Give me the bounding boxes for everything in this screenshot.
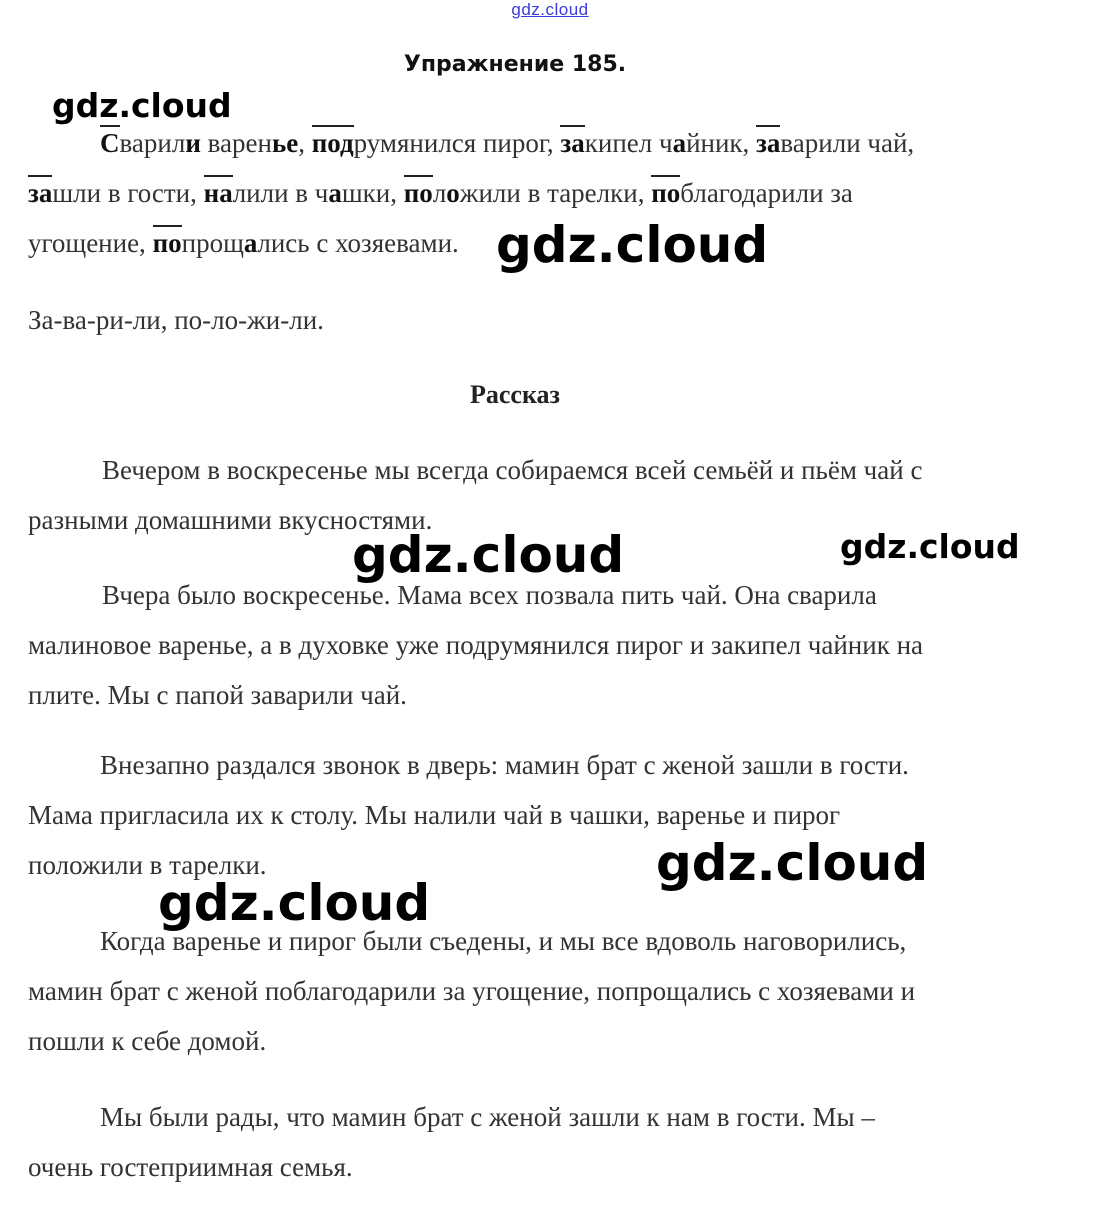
- text-segment: угощение,: [28, 228, 153, 258]
- watermark: gdz.cloud: [52, 86, 232, 125]
- text-segment: кипел ч: [584, 128, 673, 158]
- story-line: Вечером в воскресенье мы всегда собираемся всей семьёй и пьём чай с: [102, 455, 923, 485]
- story-line: пошли к себе домой.: [28, 1026, 267, 1056]
- watermark: gdz.cloud: [496, 216, 769, 274]
- prefix-marked: на: [204, 175, 233, 208]
- prefix-marked: за: [28, 175, 52, 208]
- story-line: Когда варенье и пирог были съедены, и мы все вдоволь наговорились,: [100, 926, 907, 956]
- watermark: gdz.cloud: [352, 526, 625, 584]
- text-segment: жили в тарелки,: [459, 178, 652, 208]
- watermark: gdz.cloud: [656, 834, 929, 892]
- site-link[interactable]: gdz.cloud: [511, 0, 589, 19]
- story-line: разными домашними вкусностями.: [28, 505, 433, 535]
- story-heading: Рассказ: [470, 380, 560, 409]
- story-line: Внезапно раздался звонок в дверь: мамин брат с женой зашли в гости.: [100, 750, 909, 780]
- letter-highlight: о: [446, 178, 460, 208]
- story-line: очень гостеприимная семья.: [28, 1152, 353, 1182]
- text-segment: варен: [200, 128, 272, 158]
- text-segment: йник,: [686, 128, 757, 158]
- prefix-marked: С: [100, 125, 120, 158]
- story-line: Мама пригласила их к столу. Мы налили чай в чашки, варенье и пирог: [28, 800, 841, 830]
- prefix-marked: по: [651, 175, 680, 208]
- watermark: gdz.cloud: [158, 874, 431, 932]
- analysis-line-3: [28, 228, 459, 258]
- story-line: малиновое варенье, а в духовке уже подрумянился пирог и закипел чайник на: [28, 630, 924, 660]
- text-segment: прощ: [181, 228, 244, 258]
- prefix-marked: за: [560, 125, 584, 158]
- prefix-marked: за: [756, 125, 780, 158]
- story-line: положили в тарелки.: [28, 850, 267, 880]
- letter-highlight: ье: [271, 128, 299, 158]
- story-line: мамин брат с женой поблагодарили за угощение, попрощались с хозяевами и: [28, 976, 916, 1006]
- letter-highlight: а: [672, 128, 687, 158]
- prefix-marked: по: [153, 225, 182, 258]
- text-segment: лись с хозяевами.: [257, 228, 459, 258]
- prefix-marked: по: [404, 175, 433, 208]
- text-segment: ,: [298, 128, 312, 158]
- exercise-title: Упражнение 185.: [403, 52, 627, 77]
- watermark: gdz.cloud: [840, 527, 1020, 566]
- text-segment: варили чай,: [780, 128, 915, 158]
- text-segment: румянился пирог,: [353, 128, 561, 158]
- text-segment: л: [432, 178, 447, 208]
- analysis-line-1: [100, 128, 914, 158]
- letter-highlight: а: [243, 228, 258, 258]
- text-segment: благодарили за: [680, 178, 853, 208]
- text-segment: шли в гости,: [52, 178, 204, 208]
- letter-highlight: а: [328, 178, 342, 208]
- syllable-division: За-ва-ри-ли, по-ло-жи-ли.: [28, 305, 324, 335]
- letter-highlight: и: [185, 128, 201, 158]
- text-segment: шки,: [341, 178, 404, 208]
- prefix-marked: под: [312, 125, 354, 158]
- text-segment: варил: [119, 128, 186, 158]
- story-line: Мы были рады, что мамин брат с женой зашли к нам в гости. Мы –: [100, 1102, 875, 1132]
- text-segment: лили в ч: [232, 178, 329, 208]
- story-line: Вчера было воскресенье. Мама всех позвала пить чай. Она сварила: [102, 580, 877, 610]
- story-line: плите. Мы с папой заварили чай.: [28, 680, 407, 710]
- analysis-line-2: [28, 178, 853, 208]
